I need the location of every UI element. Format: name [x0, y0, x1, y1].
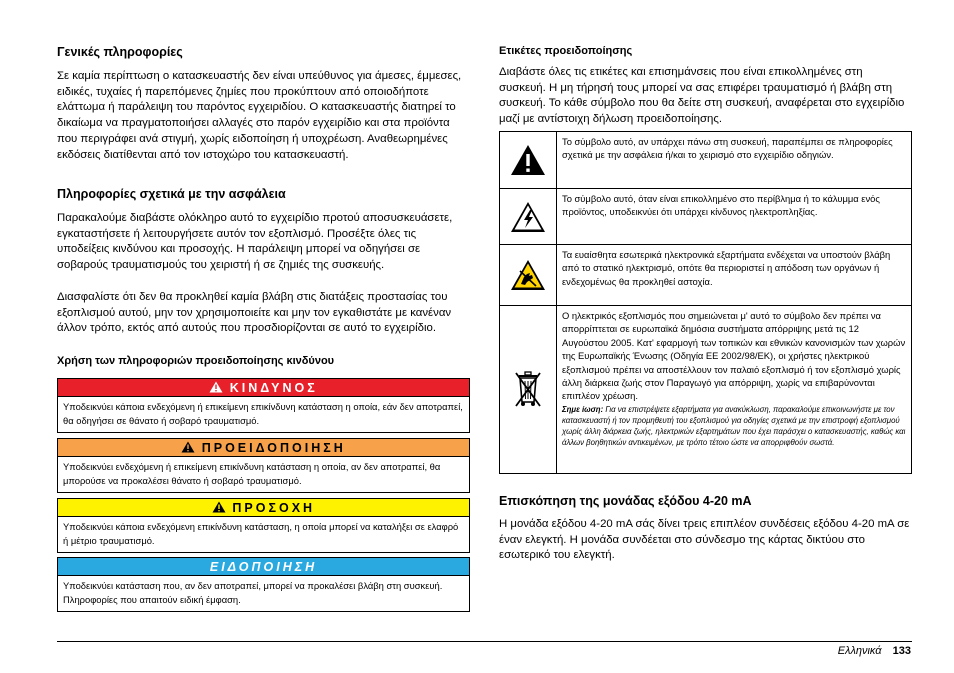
hazard-box-caution [57, 498, 470, 553]
electrostatic-discharge-icon [500, 245, 557, 305]
hazard-text-warning: Υποδεικνύει ενδεχόμενη ή επικείμενη επικίνδυνη κατάσταση η οποία, αν δεν αποτραπεί, θα μπορούσε να προκαλέσει θάνατο ή σοβαρό τραυματισμό. [63, 461, 441, 486]
hazard-header-caution [58, 499, 469, 517]
hazard-info-heading: Χρήση των πληροφοριών προειδοποίησης κινδύνου [57, 355, 335, 367]
hazard-box-notice [57, 557, 470, 612]
page-number: 133 [892, 645, 911, 657]
footer-divider [57, 641, 912, 642]
crossed-bin-icon [500, 306, 557, 473]
weee-text: Ο ηλεκτρικός εξοπλισμός που σημειώνεται μ' αυτό το σύμβολο δεν πρέπει να απορρίπτεται σε ευρωπαϊκά δημόσια συστήματα απόρριψης μετά τις 12 Αυγούστου 2005. Κατ' εφαρμογή των τοπικών και εθνικών κανονισμών των χωρών της Ευρωπαϊκής Ένωσης (Οδηγία ΕΕ 2002/98/ΕΚ), οι χρήστες ηλεκτρικού εξοπλισμού πρέπει να αποστέλλουν τον παλαιό εξοπλισμό ή τον εξοπλισμό χωρίς άλλη διάρκεια ζωής στον Παραγωγό για απόρριψη, χωρίς να επιβαρύνονται επιπλέον χρέωση. [562, 310, 906, 402]
electrical-shock-icon [500, 189, 557, 244]
symbol-text: Το σύμβολο αυτό, όταν είναι επικολλημένο στο περίβλημα ή το κάλυμμα ενός προϊόντος, υποδεικνύει ότι υπάρχει κίνδυνος ηλεκτροπληξίας. [562, 193, 880, 218]
output-module-heading: Επισκόπηση της μονάδας εξόδου 4-20 mA [499, 494, 752, 508]
symbol-row [500, 188, 911, 244]
warning-triangle-icon [212, 501, 232, 515]
warning-triangle-icon [500, 132, 557, 188]
warning-triangle-icon [209, 381, 229, 395]
general-info-text: Σε καμία περίπτωση ο κατασκευαστής δεν είναι υπεύθυνος για άμεσες, έμμεσες, ειδικές, τυχαίες ή παρεπόμενες ζημίες που προκύπτουν από οποιοδήποτε ελάττωμα ή παράλειψη του παρόντος εγχειριδίου. Ο κατασκευαστής διατηρεί το δικαίωμα να πραγματοποιήσει αλλαγές στο παρόν εγχειρίδιο και στα προϊόντα που περιγράφει ανά στιγμή, χωρίς ειδοποίηση ή υποχρέωση. Αναθεωρημένες εκδόσεις διατίθενται από τον ιστοχώρο του κατασκευαστή. [57, 70, 462, 161]
hazard-text-notice: Υποδεικνύει κατάσταση που, αν δεν αποτραπεί, μπορεί να προκαλέσει βλάβη στη συσκευή. Πληροφορίες που απαιτούν ειδική έμφαση. [63, 580, 443, 605]
hazard-label-warning: ΠΡΟΕΙΔΟΠΟΙΗΣΗ [201, 441, 346, 455]
symbol-text: Το σύμβολο αυτό, αν υπάρχει πάνω στη συσκευή, παραπέμπει σε πληροφορίες σχετικά με την ασφάλεια ή/και το χειρισμό στο εγχειρίδιο οδηγιών. [562, 136, 893, 161]
hazard-header-notice [58, 558, 469, 576]
warning-labels-text: Διαβάστε όλες τις ετικέτες και επισημάνσεις που είναι επικολλημένες στη συσκευή. Η μη τήρησή τους μπορεί να σας επιφέρει τραυματισμό ή βλάβη στη συσκευή. Το κάθε σύμβολο που θα δείτε στη συσκευή, αναφέρεται στο εγχειρίδιο μαζί με αντίστοιχη δήλωση προειδοποίησης. [499, 66, 905, 126]
weee-note [562, 404, 906, 448]
hazard-header-warning [58, 439, 469, 457]
warning-triangle-icon [181, 441, 201, 455]
hazard-label-notice: ΕΙΔΟΠΟΙΗΣΗ [209, 560, 318, 574]
weee-note-label: Σημε ίωση: [562, 404, 604, 414]
hazard-text-danger: Υποδεικνύει κάποια ενδεχόμενη ή επικείμενη επικίνδυνη κατάσταση η οποία, εάν δεν αποτραπεί, θα οδηγήσει σε θάνατο ή σοβαρό τραυματισμό. [63, 401, 463, 426]
weee-note-text: Για να επιστρέψετε εξαρτήματα για ανακύκλωση, παρακαλούμε επικοινωνήστε με τον κατασκευαστή ή τον προμηθευτή του εξοπλισμού για οδηγίες σχετικά με την επιστροφή εξοπλισμού χωρίς άλλη διάρκεια ζωής, ηλεκτρικών εξαρτημάτων που έχει παράσχει ο κατασκευαστής, καθώς και άλλων βοηθητικών αντικειμένων, με τρόπο τέτοιο ώστε να απορριφθούν σωστά. [562, 404, 906, 447]
symbol-text [557, 306, 911, 473]
hazard-text-caution: Υποδεικνύει κάποια ενδεχόμενη επικίνδυνη κατάσταση, η οποία μπορεί να καταλήξει σε ελαφρό ή μέτριο τραυματισμό. [63, 521, 459, 546]
page-footer [838, 644, 911, 658]
warning-labels-heading: Ετικέτες προειδοποίησης [499, 45, 633, 57]
safety-info-text-2: Διασφαλίστε ότι δεν θα προκληθεί καμία βλάβη στις διατάξεις προστασίας του εξοπλισμού αυτού, μην τον χρησιμοποιείτε και μην τον εγκαθιστάτε με κανέναν άλλον τρόπο, εκτός από αυτούς που προσδιορίζονται σε αυτό το εγχειρίδιο. [57, 291, 452, 335]
hazard-label-caution: ΠΡΟΣΟΧΗ [232, 501, 316, 515]
symbols-table [499, 131, 912, 474]
footer-language: Ελληνικά [837, 645, 882, 657]
hazard-box-danger [57, 378, 470, 433]
hazard-header-danger [58, 379, 469, 397]
general-info-heading: Γενικές πληροφορίες [57, 45, 183, 59]
hazard-box-warning [57, 438, 470, 493]
symbol-row [500, 305, 911, 473]
output-module-text: Η μονάδα εξόδου 4-20 mA σάς δίνει τρεις επιπλέον συνδέσεις εξόδου 4-20 mA σε έναν ελεγκτή. Η μονάδα συνδέεται στο σύνδεσμο της κάρτας δικτύου στο εσωτερικό του ελεγκτή. [499, 518, 910, 562]
safety-info-text-1: Παρακαλούμε διαβάστε ολόκληρο αυτό το εγχειρίδιο προτού αποσυσκευάσετε, εγκαταστήσετε ή λειτουργήσετε αυτόν τον εξοπλισμό. Προσέξτε όλες τις υποδείξεις κινδύνου και προσοχής. Η παράλειψη μπορεί να οδηγήσει σε σοβαρούς τραυματισμούς του χειριστή ή σε ζημιές της συσκευής. [57, 212, 453, 272]
symbol-row [500, 244, 911, 305]
symbol-text: Τα ευαίσθητα εσωτερικά ηλεκτρονικά εξαρτήματα ενδέχεται να υποστούν βλάβη από το στατικό ηλεκτρισμό, οπότε θα περιοριστεί η απόδοση των οργάνων ή ενδεχομένως θα προκληθεί αστοχία. [562, 249, 891, 287]
hazard-label-danger: ΚΙΝΔΥΝΟΣ [229, 381, 318, 395]
safety-info-heading: Πληροφορίες σχετικά με την ασφάλεια [57, 187, 286, 201]
symbol-row [500, 132, 911, 188]
